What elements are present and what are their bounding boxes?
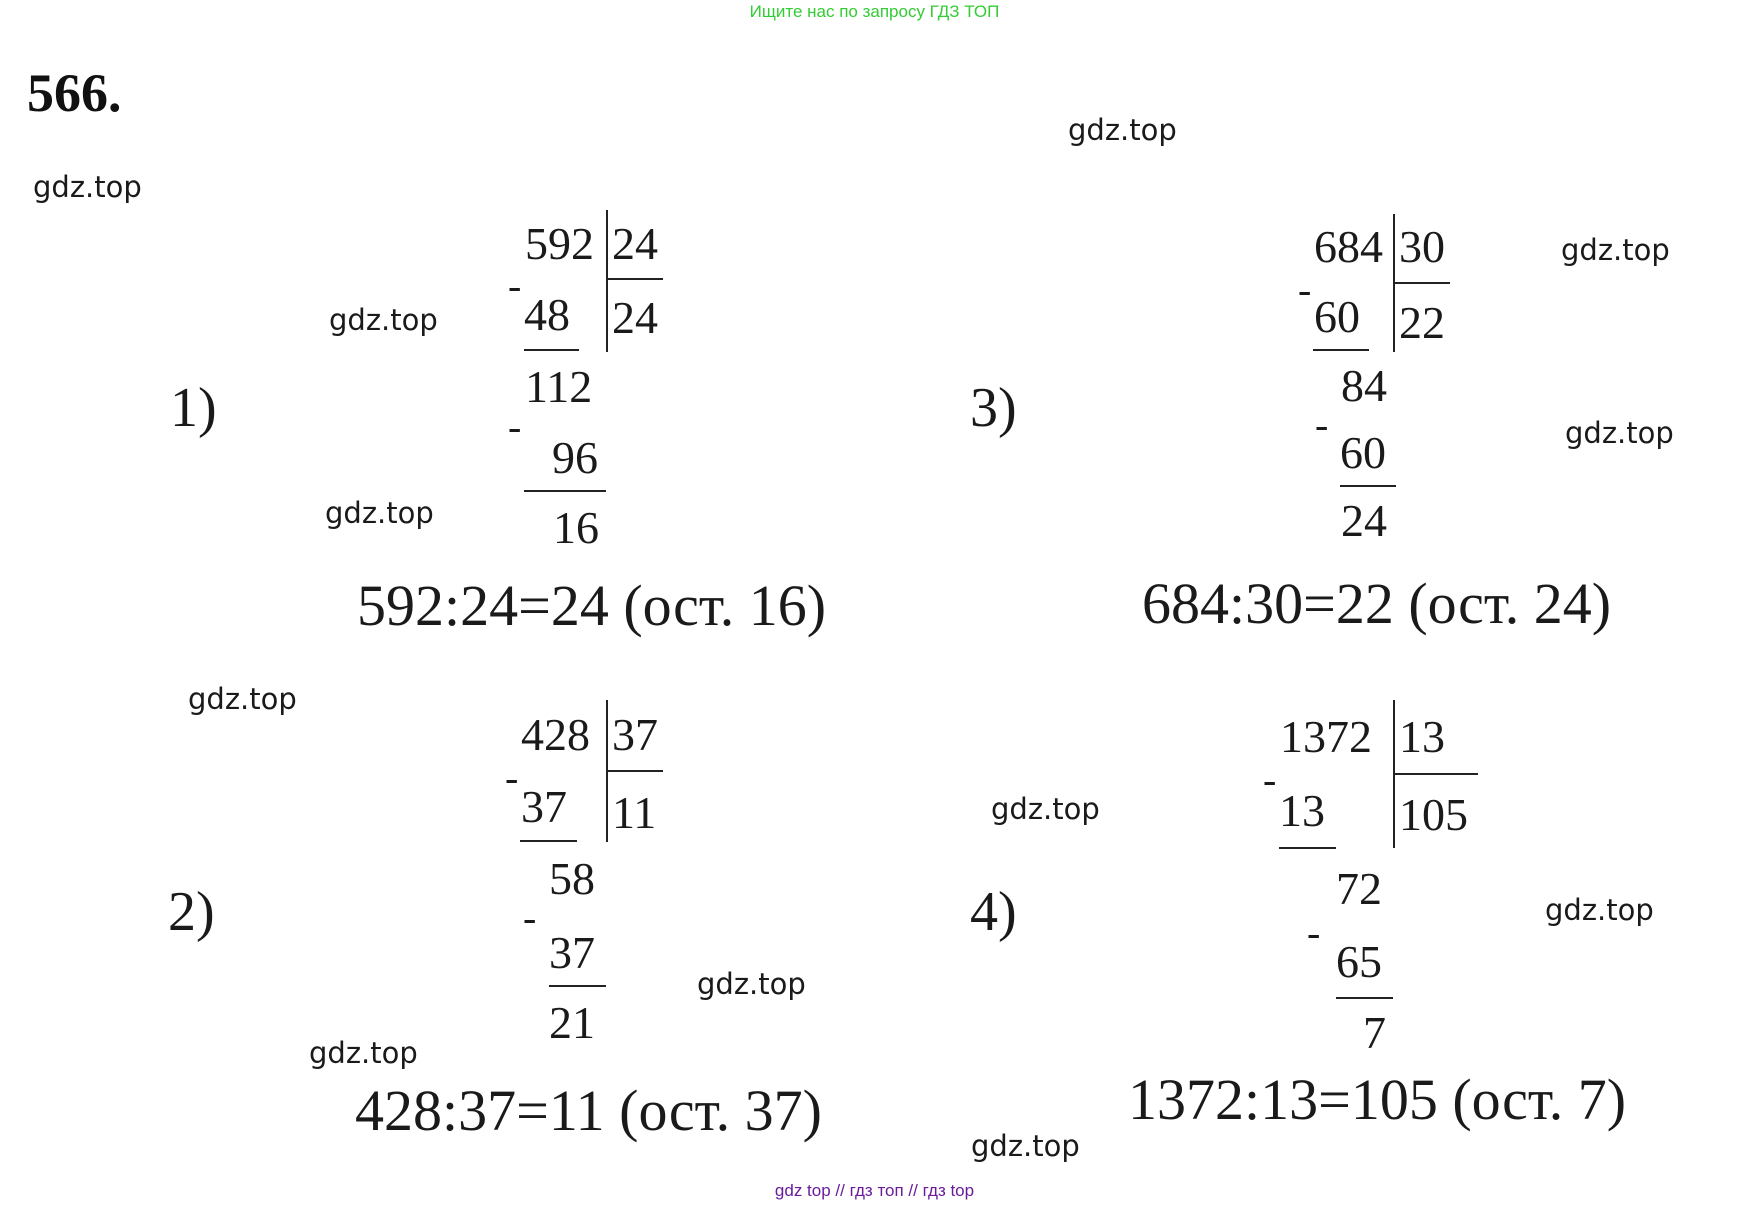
subtraction-line (1313, 349, 1369, 351)
problem-1-label: 1) (170, 377, 217, 439)
watermark: gdz.top (1545, 893, 1654, 927)
watermark: gdz.top (697, 967, 806, 1001)
problem-2-divisor: 37 (612, 709, 658, 760)
problem-2-label: 2) (168, 881, 215, 943)
watermark: gdz.top (1565, 416, 1674, 450)
problem-1-divisor: 24 (612, 218, 658, 269)
minus-sign: - (1298, 267, 1312, 312)
problem-3-subtrahend-1: 60 (1314, 291, 1360, 342)
subtraction-line (1279, 847, 1336, 849)
subtraction-line (1340, 485, 1396, 487)
division-bar-horizontal (606, 770, 663, 772)
problem-1-remainder-final: 16 (553, 502, 599, 553)
watermark: gdz.top (329, 303, 438, 337)
minus-sign: - (1307, 910, 1321, 955)
watermark: gdz.top (971, 1129, 1080, 1163)
problem-3-remainder-final: 24 (1341, 495, 1387, 546)
problem-1-remainder-1: 112 (525, 361, 593, 412)
minus-sign: - (505, 755, 519, 800)
problem-2-subtrahend-1: 37 (521, 781, 567, 832)
top-banner: Ищите нас по запросу ГДЗ ТОП (749, 2, 1000, 21)
subtraction-line (1336, 997, 1393, 999)
division-bar-horizontal (606, 278, 663, 280)
watermark: gdz.top (325, 496, 434, 530)
problem-4-result: 1372:13=105 (ост. 7) (1128, 1067, 1627, 1132)
problem-4-label: 4) (970, 881, 1017, 943)
problem-4-divisor: 13 (1399, 711, 1445, 762)
watermark: gdz.top (188, 682, 297, 716)
problem-4-dividend: 1372 (1280, 711, 1372, 762)
problem-3-result: 684:30=22 (ост. 24) (1142, 571, 1612, 636)
footer-links[interactable]: gdz top // гдз топ // гдз top (774, 1181, 975, 1200)
division-bar-vertical (606, 210, 608, 352)
problem-1-subtrahend-1: 48 (524, 289, 570, 340)
problem-3-remainder-1: 84 (1341, 360, 1387, 411)
minus-sign: - (508, 404, 522, 449)
subtraction-line (524, 349, 579, 351)
problem-1-quotient: 24 (612, 292, 658, 343)
watermark: gdz.top (309, 1036, 418, 1070)
problem-4-quotient: 105 (1399, 789, 1468, 840)
problem-1-dividend: 592 (525, 218, 594, 269)
division-bar-horizontal (1393, 282, 1450, 284)
problem-3-label: 3) (970, 377, 1017, 439)
problem-4-subtrahend-2: 65 (1336, 936, 1382, 987)
problem-4-remainder-final: 7 (1363, 1007, 1386, 1058)
problem-1-result: 592:24=24 (ост. 16) (357, 573, 827, 638)
division-bar-horizontal (1393, 773, 1478, 775)
problem-1-subtrahend-2: 96 (552, 432, 598, 483)
minus-sign: - (1263, 757, 1277, 802)
minus-sign: - (508, 263, 522, 308)
problem-3-subtrahend-2: 60 (1340, 427, 1386, 478)
subtraction-line (524, 490, 606, 492)
minus-sign: - (523, 895, 537, 940)
problem-3-dividend: 684 (1314, 221, 1383, 272)
subtraction-line (549, 985, 606, 987)
watermark: gdz.top (1561, 233, 1670, 267)
problem-2-quotient: 11 (612, 787, 657, 838)
watermark: gdz.top (1068, 113, 1177, 147)
problem-2-result: 428:37=11 (ост. 37) (355, 1078, 822, 1143)
subtraction-line (520, 840, 577, 842)
task-number: 566. (27, 63, 122, 123)
problem-2-dividend: 428 (521, 709, 590, 760)
watermark: gdz.top (33, 170, 142, 204)
watermark: gdz.top (991, 792, 1100, 826)
problem-4-remainder-1: 72 (1336, 863, 1382, 914)
problem-4-subtrahend-1: 13 (1279, 785, 1325, 836)
problem-2-remainder-final: 21 (549, 997, 595, 1048)
problem-2-remainder-1: 58 (549, 853, 595, 904)
problem-3-quotient: 22 (1399, 297, 1445, 348)
problem-2-subtrahend-2: 37 (549, 927, 595, 978)
minus-sign: - (1315, 402, 1329, 447)
problem-3-divisor: 30 (1399, 221, 1445, 272)
